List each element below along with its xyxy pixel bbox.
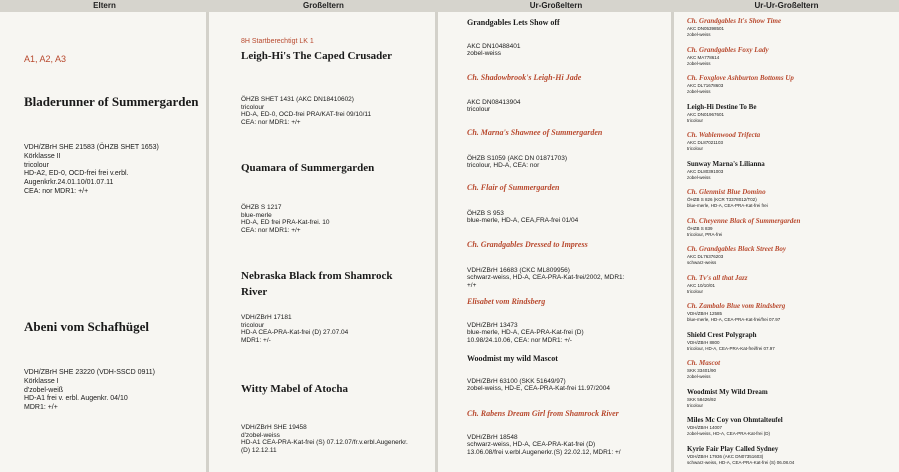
ur-ur-grosseltern-name: Shield Crest Polygraph — [687, 330, 757, 339]
ur-ur-grosseltern-entry — [687, 244, 895, 273]
ur-ur-grosseltern-detail: VDH/ZBrH 14007 — [687, 425, 723, 430]
detail-line: zobel-weiss, HD-E, CEA-PRA-Kat-frei 11.97/2004 — [467, 385, 610, 393]
sire-detail-line: CEA: nor MDR1: +/+ — [24, 187, 89, 195]
ur-ur-grosseltern-entry — [687, 444, 895, 472]
ur-ur-grosseltern-name: Woodmist My Wild Dream — [687, 387, 768, 396]
ur-ur-grosseltern-detail: blue-merle, HD-A, CEA-PRA-Kat-frei/frei 07.97 — [687, 317, 781, 322]
detail-line: ÖHZB S1059 (AKC DN 01871703) — [467, 155, 568, 162]
ur-ur-grosseltern-detail: zobel-weiss — [687, 174, 711, 180]
header-eltern: Eltern — [0, 0, 209, 12]
column-grosseltern — [209, 12, 435, 472]
detail-line: CEA: nor MDR1: +/+ — [241, 226, 301, 234]
detail-line: VDH/ZBrH SHE 19458 — [241, 424, 307, 431]
ur-ur-grosseltern-entry — [687, 187, 895, 216]
ur-ur-grosseltern-name: Ch. Grandgables Black Street Boy — [687, 245, 786, 253]
ur-grosseltern-details — [467, 43, 520, 58]
column-ur-ur-grosseltern — [674, 12, 899, 472]
ur-ur-grosseltern-name: Ch. Wablenwood Trifecta — [687, 131, 761, 139]
grosseltern-details — [241, 424, 408, 454]
ur-ur-grosseltern-entry — [687, 102, 895, 131]
grosseltern-name: Leigh-Hi's The Caped Crusader — [241, 50, 393, 62]
ur-ur-grosseltern-name: Ch. Grandgables Foxy Lady — [687, 45, 769, 54]
detail-line: VDH/ZBrH 17181 — [241, 314, 292, 321]
ur-ur-grosseltern-entry — [687, 273, 895, 302]
ur-ur-grosseltern-entry — [687, 73, 895, 102]
ur-ur-grosseltern-name: Ch. Tv's all that Jazz — [687, 273, 748, 282]
grosseltern-details — [241, 96, 371, 126]
detail-line: VDH/ZBrH 16683 (CKC ML809956) — [467, 267, 570, 274]
dam-name: Abeni vom Schafhügel — [24, 319, 149, 334]
detail-line: +/+ — [467, 281, 477, 289]
ur-ur-grosseltern-entry — [687, 415, 895, 444]
detail-line: VDH/ZBrH 18548 — [467, 434, 518, 441]
ur-ur-grosseltern-list — [687, 16, 895, 472]
grosseltern-name: Witty Mabel of Atocha — [241, 383, 349, 395]
detail-line: tricolour, HD-A, CEA: nor — [467, 162, 540, 170]
ur-ur-grosseltern-name: Ch. Grandgables It's Show Time — [687, 17, 782, 25]
dam-detail-line: VDH/ZBrH SHE 23220 (VDH-SSCD 0911) — [24, 369, 155, 376]
ur-grosseltern-details — [467, 155, 567, 170]
ur-ur-grosseltern-detail: tricolour, HD-A, CEA-PRA-Kat-frei/frei 07.97 — [687, 345, 775, 351]
detail-line: blue-merle — [241, 211, 272, 219]
ur-ur-grosseltern-name: Leigh-Hi Destine To Be — [687, 102, 757, 111]
ur-grosseltern-name: Woodmist my wild Mascot — [467, 354, 558, 363]
ur-ur-grosseltern-detail: tricolour — [687, 402, 704, 408]
detail-line: schwarz-weiss, HD-A, CEA-PRA-Kat-frei/2002, MDR1: — [467, 274, 625, 282]
ur-ur-grosseltern-entry — [687, 16, 895, 45]
ur-ur-grosseltern-detail: ÖHZB S 839 — [687, 225, 713, 231]
detail-line: d'zobel-weiss — [241, 431, 280, 439]
ur-grosseltern-name: Ch. Grandgables Dressed to Impress — [467, 240, 588, 249]
ur-grosseltern-details — [467, 434, 621, 456]
ur-ur-grosseltern-detail: schwarz-weiss — [687, 260, 717, 265]
ur-ur-grosseltern-entry — [687, 130, 895, 159]
detail-line: blue-merle, HD-A, CEA,FRA-frei 01/04 — [467, 217, 579, 225]
detail-line: ÖHZB SHET 1431 (AKC DN18410602) — [241, 96, 354, 103]
ur-ur-grosseltern-detail: AKC MA778614 — [687, 54, 720, 60]
ur-ur-grosseltern-entry — [687, 330, 895, 359]
ur-ur-grosseltern-entry — [687, 159, 895, 188]
ur-ur-grosseltern-detail: tricolour — [687, 146, 704, 151]
ur-ur-grosseltern-name: Ch. Foxglove Ashburton Bottoms Up — [687, 74, 794, 82]
ur-ur-grosseltern-detail: zobel-weiss — [687, 60, 711, 66]
detail-line: zobel-weiss — [467, 50, 501, 58]
detail-line: HD-A, ED-0, OCD-frei PRA/KAT-frei 09/10/11 — [241, 111, 372, 119]
dam-details — [24, 369, 155, 413]
sire-detail-line: Augenkrkr.24.01.10/01.07.11 — [24, 179, 114, 187]
column-ur-grosseltern — [438, 12, 671, 472]
ur-ur-grosseltern-detail: SKK 33401/90 — [687, 368, 717, 373]
ur-ur-grosseltern-detail: AKC DL80391003 — [687, 168, 724, 174]
ur-ur-grosseltern-name: Sunway Marna's Lilianna — [687, 159, 765, 168]
detail-line: tricolour — [241, 103, 265, 111]
ur-ur-grosseltern-entry — [687, 358, 895, 387]
grosseltern-title: 8H Startberechtigt LK 1 — [241, 38, 314, 45]
ur-ur-grosseltern-detail: VDH/ZBrH 17936 (AKC DN07351603) — [687, 453, 764, 459]
detail-line: MDR1: +/- — [241, 336, 271, 344]
dam-detail-line: d'zobel-weiß — [24, 386, 64, 394]
ur-ur-grosseltern-detail: tricolour — [687, 288, 704, 294]
ur-ur-grosseltern-name: Kyrie Fair Play Called Sydney — [687, 444, 779, 453]
ur-ur-grosseltern-entry — [687, 301, 895, 330]
detail-line: tricolour — [241, 321, 265, 329]
ur-grosseltern-details — [467, 322, 584, 344]
detail-line: HD-A CEA-PRA-Kat-frei (D) 27.07.04 — [241, 329, 349, 337]
detail-line: ÖHZB S 1217 — [241, 204, 282, 211]
ur-ur-grosseltern-name: Ch. Mascot — [687, 359, 721, 367]
eltern-titles: A1, A2, A3 — [24, 54, 67, 64]
grosseltern-name: Nebraska Black from Shamrock River — [241, 270, 393, 298]
ur-ur-grosseltern-detail: blue-merle, HD-A, CEA-PRA-Kat-frei frei — [687, 203, 768, 208]
ur-ur-grosseltern-entry — [687, 45, 895, 74]
detail-line: (D) 12.12.11 — [241, 446, 277, 454]
sire-name: Bladerunner of Summergarden — [24, 94, 199, 109]
header-ur-ur-grosseltern: Ur-Ur-Großeltern — [674, 0, 899, 12]
ur-ur-grosseltern-detail: tricolour — [687, 117, 704, 123]
ur-grosseltern-details — [467, 267, 624, 289]
detail-line: AKC DN10488401 — [467, 43, 521, 50]
column-eltern — [0, 12, 206, 472]
sire-detail-line: VDH/ZBrH SHE 21583 (ÖHZB SHET 1653) — [24, 144, 159, 151]
detail-line: HD-A, ED frei PRA-Kat-frei. 10 — [241, 219, 330, 227]
grosseltern-details — [241, 204, 330, 234]
ur-grosseltern-name: Ch. Shadowbrook's Leigh-Hi Jade — [467, 73, 582, 82]
ur-ur-grosseltern-entry — [687, 216, 895, 245]
ur-ur-grosseltern-detail: AKC DL87021103 — [687, 140, 723, 145]
ur-ur-grosseltern-detail: zobel-weiss — [687, 374, 711, 379]
ur-ur-grosseltern-detail: zobel-weiss — [687, 89, 711, 94]
ur-ur-grosseltern-detail: zobel-weiss — [687, 32, 711, 37]
ur-ur-grosseltern-name: Ch. Zambalo Blue vom Rindsberg — [687, 302, 786, 310]
ur-ur-grosseltern-detail: VDH/ZBrH 8800 — [687, 339, 720, 345]
detail-line: 13.06.08/frei v.erbl.Augenerkr.(S) 22.02.12, MDR1: +/ — [467, 448, 621, 456]
sire-details — [24, 144, 159, 197]
detail-line: HD-A1 CEA-PRA-Kat-frei (S) 07.12.07/fr.v.erbl.Augenerkr. — [241, 439, 408, 447]
sire-detail-line: Körklasse II — [24, 152, 61, 160]
ur-ur-grosseltern-name: Miles Mc Coy von Ohmtalteufel — [687, 416, 783, 424]
ur-grosseltern-name: Ch. Rabens Dream Girl from Shamrock River — [467, 409, 619, 418]
grosseltern-name: Quamara of Summergarden — [241, 162, 375, 174]
ur-ur-grosseltern-detail: AKC DN01967601 — [687, 111, 725, 117]
header-grosseltern: Großeltern — [209, 0, 438, 12]
sire-detail-line: HD-A2, ED-0, OCD-frei frei v.erbl. — [24, 170, 129, 178]
ur-ur-grosseltern-detail: tricolour, PRA-frei — [687, 231, 723, 237]
detail-line: CEA: nor MDR1: +/+ — [241, 118, 301, 126]
ur-grosseltern-details — [467, 378, 610, 393]
ur-ur-grosseltern-detail: SKK 58426/92 — [687, 396, 717, 402]
ur-ur-grosseltern-detail: ÖHZB S 826 (KCR T3378012/T02) — [687, 197, 757, 202]
ur-ur-grosseltern-detail: AKC DL71678603 — [687, 83, 724, 88]
dam-detail-line: Körklasse I — [24, 377, 59, 385]
ur-grosseltern-name: Ch. Flair of Summergarden — [467, 183, 560, 192]
sire-detail-line: tricolour — [24, 161, 49, 169]
ur-ur-grosseltern-entry — [687, 387, 895, 416]
grosseltern-details — [241, 314, 348, 344]
detail-line: VDH/ZBrH 63100 (SKK 51649/97) — [467, 378, 566, 385]
ur-ur-grosseltern-name: Ch. Cheyenne Black of Summergarden — [687, 216, 801, 225]
ur-ur-grosseltern-detail: schwarz-weiss, HD-A, CEA-PRA-Kat-frei (S) 06.08.04 — [687, 459, 795, 465]
ur-grosseltern-details — [467, 210, 578, 225]
detail-line: schwarz-weiss, HD-A, CEA-PRA-Kat-frei (D) — [467, 441, 596, 449]
detail-line: ÖHZB S 953 — [467, 210, 504, 217]
ur-ur-grosseltern-detail: VDH/ZBrH 12585 — [687, 311, 723, 316]
ur-ur-grosseltern-name: Ch. Glenmist Blue Domino — [687, 188, 766, 196]
ur-ur-grosseltern-detail: AKC DL76376203 — [687, 254, 724, 259]
detail-line: VDH/ZBrH 13473 — [467, 322, 518, 329]
ur-ur-grosseltern-detail: zobel-weiss, HD-A, CEA-PRA-Kat-frei (D) — [687, 431, 771, 436]
detail-line: tricolour — [467, 106, 491, 114]
dam-detail-line: HD-A1 frei v. erbl. Augenkr. 04/10 — [24, 395, 128, 403]
header-ur-grosseltern: Ur-Großeltern — [438, 0, 674, 12]
ur-ur-grosseltern-detail: AKC DN05398501 — [687, 26, 725, 31]
detail-line: 10.98/24.10.06, CEA: nor MDR1: +/- — [467, 336, 572, 344]
detail-line: AKC DN08413904 — [467, 99, 521, 106]
dam-detail-line: MDR1: +/+ — [24, 404, 58, 412]
detail-line: blue-merle, HD-A, CEA-PRA-Kat-frei (D) — [467, 329, 584, 337]
ur-ur-grosseltern-detail: AKC 10/10/01 — [687, 282, 716, 288]
ur-grosseltern-name: Grandgables Lets Show off — [467, 18, 560, 27]
ur-grosseltern-name: Ch. Marna's Shawnee of Summergarden — [467, 128, 603, 137]
ur-grosseltern-name: Elisabet vom Rindsberg — [467, 297, 546, 306]
ur-grosseltern-details — [467, 99, 520, 114]
